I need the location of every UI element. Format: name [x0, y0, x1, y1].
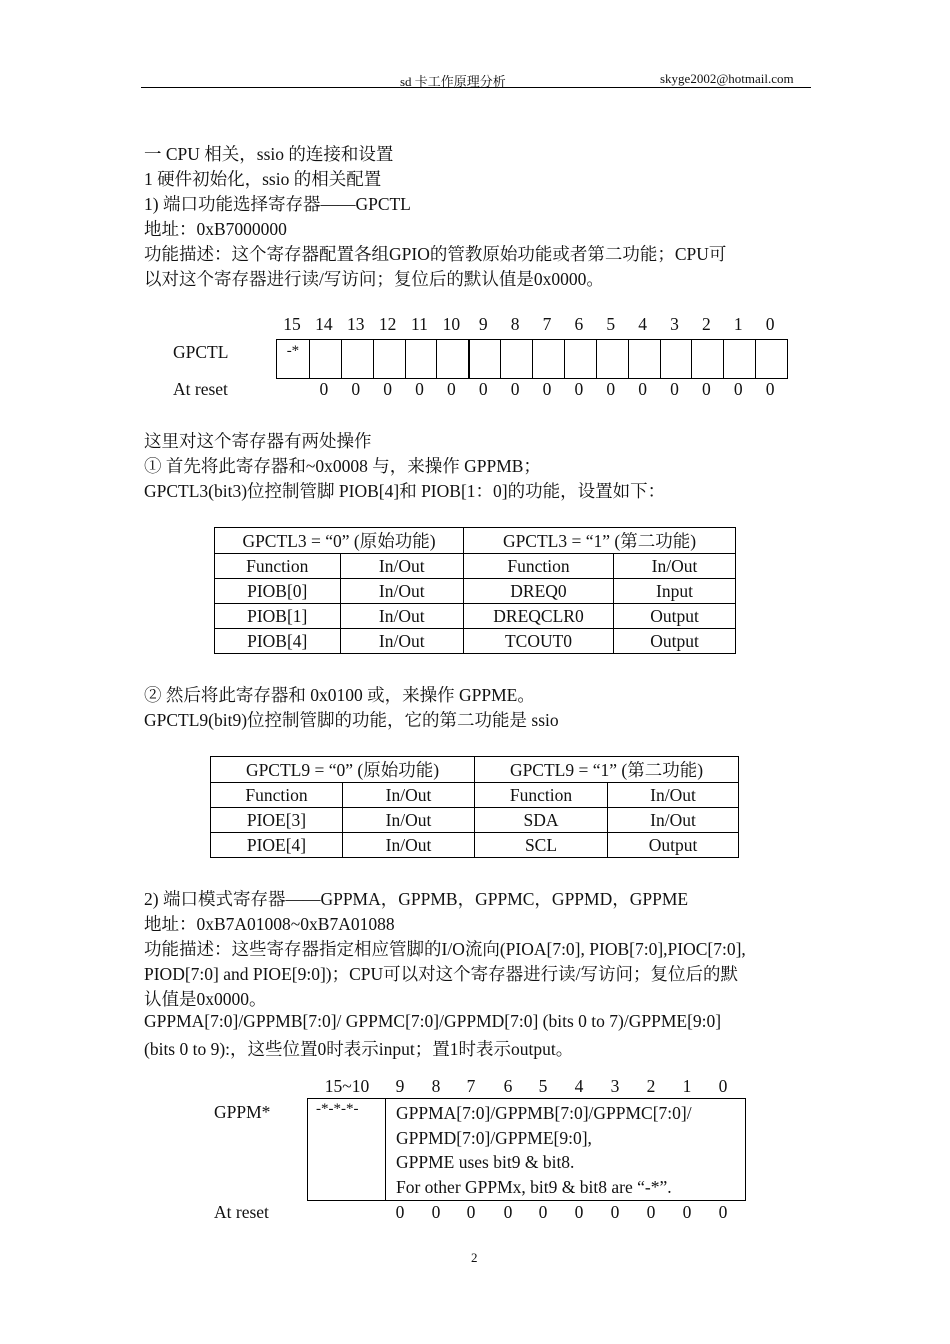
table-cell: In/Out — [608, 808, 739, 833]
gppm-reg-name: GPPM* — [214, 1102, 271, 1122]
table-cell: DREQ0 — [464, 579, 614, 604]
gpctl-bit-cell — [723, 340, 755, 378]
gppm-bit-number: 9 — [395, 1076, 405, 1096]
gppm-desc-line: GPPMD[7:0]/GPPME[9:0], — [396, 1127, 592, 1148]
gppm-desc-line: GPPMA[7:0]/GPPMB[7:0]/GPPMC[7:0]/ — [396, 1103, 692, 1123]
gpctl3-header-0: GPCTL3 = “0” (原始功能) — [215, 528, 464, 554]
gpctl-reset-value: 0 — [638, 379, 647, 399]
gppm-reset-value: 0 — [610, 1202, 620, 1222]
gpctl-bit-cell: -* — [286, 343, 300, 359]
gppm-desc-line: For other GPPMx, bit9 & bit8 are “-*”. — [396, 1176, 672, 1197]
gppm-reset-value: 0 — [682, 1202, 692, 1222]
gpctl-reset-value: 0 — [733, 379, 743, 399]
gpctl-bit-number: 14 — [315, 314, 333, 334]
op-1-detail: GPCTL3(bit3)位控制管脚 PIOB[4]和 PIOB[1：0]的功能，设置如下： — [144, 481, 666, 501]
gppm-reset-value: 0 — [503, 1202, 513, 1222]
gppm-reset-value: 0 — [431, 1202, 441, 1222]
gpctl-reset-value: 0 — [446, 379, 456, 399]
header-title: sd 卡工作原理分析 — [400, 74, 506, 89]
gppm-desc-line: GPPME uses bit9 & bit8. — [396, 1152, 575, 1172]
gppm-reset-value: 0 — [395, 1202, 405, 1222]
gpctl-reg-name: GPCTL — [173, 342, 229, 362]
table-cell: In/Out — [343, 808, 475, 833]
gpctl-bit-number: 6 — [574, 314, 584, 334]
gpctl9-header-1: GPCTL9 = “1” (第二功能) — [475, 757, 739, 783]
gppm-reset-value: 0 — [718, 1202, 728, 1222]
gpctl9-table — [210, 756, 739, 858]
gpctl-bit-cell — [500, 340, 532, 378]
gpctl-bit-cell — [468, 340, 500, 378]
gppm-bit-number: 7 — [466, 1076, 476, 1096]
heading-gppm: 2) 端口模式寄存器——GPPMA，GPPMB，GPPMC，GPPMD，GPPME — [144, 889, 689, 909]
gpctl-reset-value: 0 — [319, 379, 329, 399]
gppm-bit-number: 0 — [718, 1076, 728, 1096]
gpctl-bit-number: 5 — [606, 314, 616, 334]
table-row — [215, 604, 736, 629]
gppm-desc-cell — [396, 1101, 692, 1199]
gpctl3-header-1: GPCTL3 = “1” (第二功能) — [464, 528, 736, 554]
table-cell: In/Out — [614, 554, 736, 579]
gpctl-reset-value: 0 — [574, 379, 584, 399]
gpctl-reset-value: 0 — [701, 379, 711, 399]
gppm-reset-value: 0 — [466, 1202, 476, 1222]
table-cell: In/Out — [340, 579, 464, 604]
table-cell: SDA — [475, 808, 608, 833]
heading-hw-init: 1 硬件初始化，ssio 的相关配置 — [144, 169, 382, 189]
table-row — [211, 833, 739, 858]
gppm-reset-label: At reset — [214, 1202, 269, 1222]
gpctl-bit-cell — [532, 340, 564, 378]
header-email: skyge2002@hotmail.com — [660, 71, 794, 86]
table-cell: SCL — [475, 833, 608, 858]
heading-gpctl: 1) 端口功能选择寄存器——GPCTL — [144, 194, 411, 214]
table-cell: Function — [475, 783, 608, 808]
gpctl-bit-number: 15 — [283, 314, 301, 334]
op-1: ① 首先将此寄存器和~0x0008 与，来操作 GPPMB； — [144, 456, 541, 476]
gpctl-bit-number: 11 — [411, 314, 428, 334]
gpctl-bit-number: 0 — [765, 314, 775, 334]
table-cell: PIOE[3] — [211, 808, 343, 833]
gpctl-bit-cell — [564, 340, 596, 378]
gpctl-reset-value: 0 — [670, 379, 679, 399]
gpctl-reset-label: At reset — [173, 379, 228, 399]
table-cell: Input — [614, 579, 736, 604]
gpctl-bit-cell — [691, 340, 723, 378]
heading-cpu: 一 CPU 相关，ssio 的连接和设置 — [144, 144, 394, 164]
op-2-detail: GPCTL9(bit9)位控制管脚的功能，它的第二功能是 ssio — [144, 710, 559, 730]
table-row — [215, 554, 736, 579]
gppm-desc-3: 认值是0x0000。 — [144, 989, 267, 1009]
gpctl-bit-number: 13 — [346, 314, 365, 334]
gpctl-bit-number: 9 — [478, 314, 488, 334]
gppm-desc-2: PIOD[7:0] and PIOE[9:0])；CPU可以对这个寄存器进行读/写访问；复位后的默 — [144, 964, 739, 984]
table-cell: PIOB[0] — [215, 579, 341, 604]
gpctl-bit-cell — [628, 340, 660, 378]
table-cell: Function — [215, 554, 341, 579]
gpctl-reset-value: 0 — [383, 379, 392, 399]
gppm-bit-number: 5 — [538, 1076, 548, 1096]
gpctl-reset-value: 0 — [542, 379, 552, 399]
gppm-desc-1: 功能描述：这些寄存器指定相应管脚的I/O流向(PIOA[7:0], PIOB[7:0],PIOC[7:0], — [144, 939, 746, 959]
header-rule — [141, 87, 811, 88]
table-cell: PIOB[4] — [215, 629, 341, 654]
table-cell: Output — [608, 833, 739, 858]
table-cell: Output — [614, 629, 736, 654]
gppm-reset-value: 0 — [574, 1202, 584, 1222]
table-row — [215, 629, 736, 654]
table-cell: In/Out — [608, 783, 739, 808]
gppm-bit-number: 6 — [503, 1076, 513, 1096]
table-cell: TCOUT0 — [464, 629, 614, 654]
gpctl-desc-2: 以对这个寄存器进行读/写访问；复位后的默认值是0x0000。 — [144, 269, 604, 289]
gpctl-bit-cell — [436, 340, 468, 378]
table-cell: Output — [614, 604, 736, 629]
gpctl-reset-value: 0 — [478, 379, 488, 399]
table-cell: In/Out — [340, 554, 464, 579]
gpctl-reset-value: 0 — [415, 379, 424, 399]
gpctl-bit-number: 8 — [510, 314, 520, 334]
gpctl-bit-cell — [405, 340, 437, 378]
gpctl-desc-1: 功能描述：这个寄存器配置各组GPIO的管教原始功能或者第二功能；CPU可 — [144, 244, 727, 264]
table-cell: PIOB[1] — [215, 604, 341, 629]
gppm-bit-number: 4 — [574, 1076, 584, 1096]
gpctl-bit-number: 7 — [542, 314, 552, 334]
op-2: ② 然后将此寄存器和 0x0100 或，来操作 GPPME。 — [144, 685, 535, 705]
gpctl-reset-value: 0 — [606, 379, 616, 399]
table-cell: PIOE[4] — [211, 833, 343, 858]
gpctl-address: 地址：0xB7000000 — [144, 219, 287, 239]
gpctl-bit-cell — [755, 340, 787, 378]
table-row — [211, 808, 739, 833]
gpctl-bit-number: 4 — [638, 314, 647, 334]
gpctl-reset-value: 0 — [510, 379, 520, 399]
gppm-reset-value: 0 — [538, 1202, 548, 1222]
gppm-bit-box — [307, 1098, 746, 1201]
gpctl-bit-cell — [373, 340, 405, 378]
table-row — [215, 579, 736, 604]
table-cell: In/Out — [343, 833, 475, 858]
table-cell: In/Out — [340, 629, 464, 654]
gpctl-bit-cell — [660, 340, 692, 378]
gpctl-bit-cell — [596, 340, 628, 378]
gpctl9-header-0: GPCTL9 = “0” (原始功能) — [211, 757, 475, 783]
gppm-bit-number: 15~10 — [324, 1076, 370, 1096]
ops-intro: 这里对这个寄存器有两处操作 — [144, 431, 372, 451]
table-cell: In/Out — [340, 604, 464, 629]
gppm-bit-number: 1 — [682, 1076, 692, 1096]
table-cell: DREQCLR0 — [464, 604, 614, 629]
gpctl-bit-number: 10 — [442, 314, 461, 334]
gppm-desc-4: GPPMA[7:0]/GPPMB[7:0]/ GPPMC[7:0]/GPPMD[7:0] (bits 0 to 7)/GPPME[9:0] — [144, 1011, 722, 1031]
gppm-bit-number: 8 — [431, 1076, 441, 1096]
gppm-bit-number: 3 — [610, 1076, 620, 1096]
gpctl-bit-cell — [341, 340, 373, 378]
table-cell: Function — [211, 783, 343, 808]
gpctl-bit-number: 12 — [378, 314, 397, 334]
table-row — [211, 783, 739, 808]
gpctl-bit-number: 3 — [670, 314, 679, 334]
gppm-desc-5: (bits 0 to 9):，这些位置0时表示input；置1时表示output。 — [144, 1039, 574, 1059]
gppm-reserved-cell — [308, 1099, 386, 1200]
page-number: 2 — [471, 1250, 478, 1265]
gpctl-bit-number: 2 — [701, 314, 711, 334]
gppm-address: 地址：0xB7A01008~0xB7A01088 — [144, 914, 395, 934]
gppm-reserved-text: -*-*-*- — [316, 1101, 359, 1117]
gpctl-bit-number: 1 — [733, 314, 743, 334]
gpctl-reset-value: 0 — [765, 379, 775, 399]
table-cell: In/Out — [343, 783, 475, 808]
table-cell: Function — [464, 554, 614, 579]
gpctl-bit-cell — [309, 340, 341, 378]
gpctl3-table — [214, 527, 736, 654]
gppm-reset-value: 0 — [646, 1202, 656, 1222]
gpctl-bit-box — [276, 339, 788, 379]
gppm-bit-number: 2 — [646, 1076, 656, 1096]
gpctl-reset-value: 0 — [351, 379, 361, 399]
